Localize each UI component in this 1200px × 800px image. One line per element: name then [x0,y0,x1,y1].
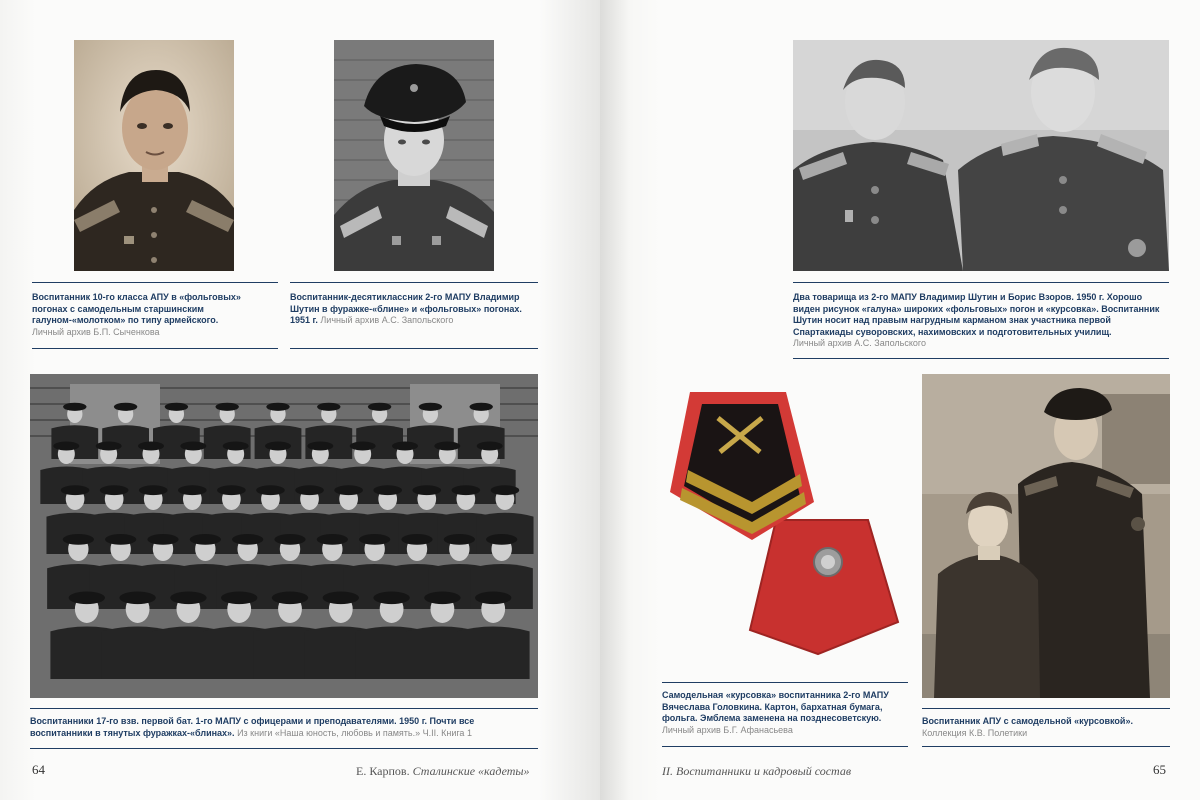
caption-rule-bottom [922,746,1170,747]
caption-text: Воспитанник 10-го класса АПУ в «фольговых» погонах с самодельным старшинским галуном-«молотком» по типу армейского. [32,292,241,325]
caption-source: Личный архив А.С. Запольского [320,315,454,325]
caption-text: Два товарища из 2-го МАПУ Владимир Шутин и Борис Взоров. 1950 г. Хорошо виден рисунок «галуна» широких «фольговых» погон и «курсовка». Воспитанник Шутин носит над правым нагрудным карманом знак участника первой Спартакиады суворовских, нахимовских и подготовительных училищ. [793,292,1160,337]
portrait-photo-graphic [74,40,234,271]
caption-two-comrades [793,292,1169,350]
caption-source: Личный архив Б.П. Сыченкова [32,326,160,337]
caption-source: Личный архив А.С. Запольского [793,338,927,348]
caption-text: Воспитанник-десятиклассник 2-го МАПУ Владимир Шутин в фуражке-«блине» и «фольговых» погонах. 1951 г. [290,292,522,325]
two-comrades-photo [793,40,1169,271]
caption-cadet-with-boy [922,716,1170,739]
caption-source: Личный архив Б.Г. Афанасьева [662,724,793,735]
caption-text: Самодельная «курсовка» воспитанника 2-го МАПУ Вячеслава Головкина. Картон, бархатная бумага, фольга. Эмблема заменена на позднесоветскую. [662,690,889,723]
page-number-left: 64 [32,762,45,777]
caption-source: Из книги «Наша юность, любовь и память.» Ч.II. Книга 1 [237,727,472,738]
kursovka-patch-graphic [668,382,908,682]
two-comrades-photo-graphic [793,40,1169,271]
caption-rule-bottom [290,348,538,349]
running-book-title: Сталинские «кадеты» [412,764,530,778]
group-photo-17th-platoon [30,374,538,698]
caption-rule-bottom [793,358,1169,359]
right-page [600,0,1200,800]
caption-rule-top [30,708,538,709]
cadet-cap-photo-graphic [334,40,494,271]
caption-rule-top [662,682,908,683]
cadet-with-boy-photo [922,374,1170,698]
caption-rule-bottom [32,348,278,349]
portrait-photo-sychenkov [74,40,234,271]
caption-rule-top [793,282,1169,283]
caption-shutin-cap [290,292,538,327]
running-header-right: II. Воспитанники и кадровый состав [662,764,852,778]
caption-group-photo [30,716,538,739]
kursovka-patch-photo [668,382,908,682]
page-number-right: 65 [1153,762,1166,777]
group-photo-graphic [30,374,538,698]
caption-text: Воспитанники 17-го взв. первой бат. 1-го МАПУ с офицерами и преподавателями. 1950 г. Почти все воспитанники в тянутых фуражках-«блинах». [30,716,475,738]
caption-kursovka-patch [662,690,908,736]
caption-rule-bottom [30,748,538,749]
running-author: Е. Карпов. [356,764,410,778]
portrait-photo-shutin-cap [334,40,494,271]
caption-portrait-sychenkov [32,292,278,338]
caption-source: Коллекция К.В. Полетики [922,727,1028,738]
caption-text: Воспитанник АПУ с самодельной «курсовкой». [922,716,1133,726]
caption-rule-top [290,282,538,283]
cadet-with-boy-graphic [922,374,1170,698]
caption-rule-top [922,708,1170,709]
caption-rule-bottom [662,746,908,747]
running-header-left [356,764,530,779]
caption-rule-top [32,282,278,283]
